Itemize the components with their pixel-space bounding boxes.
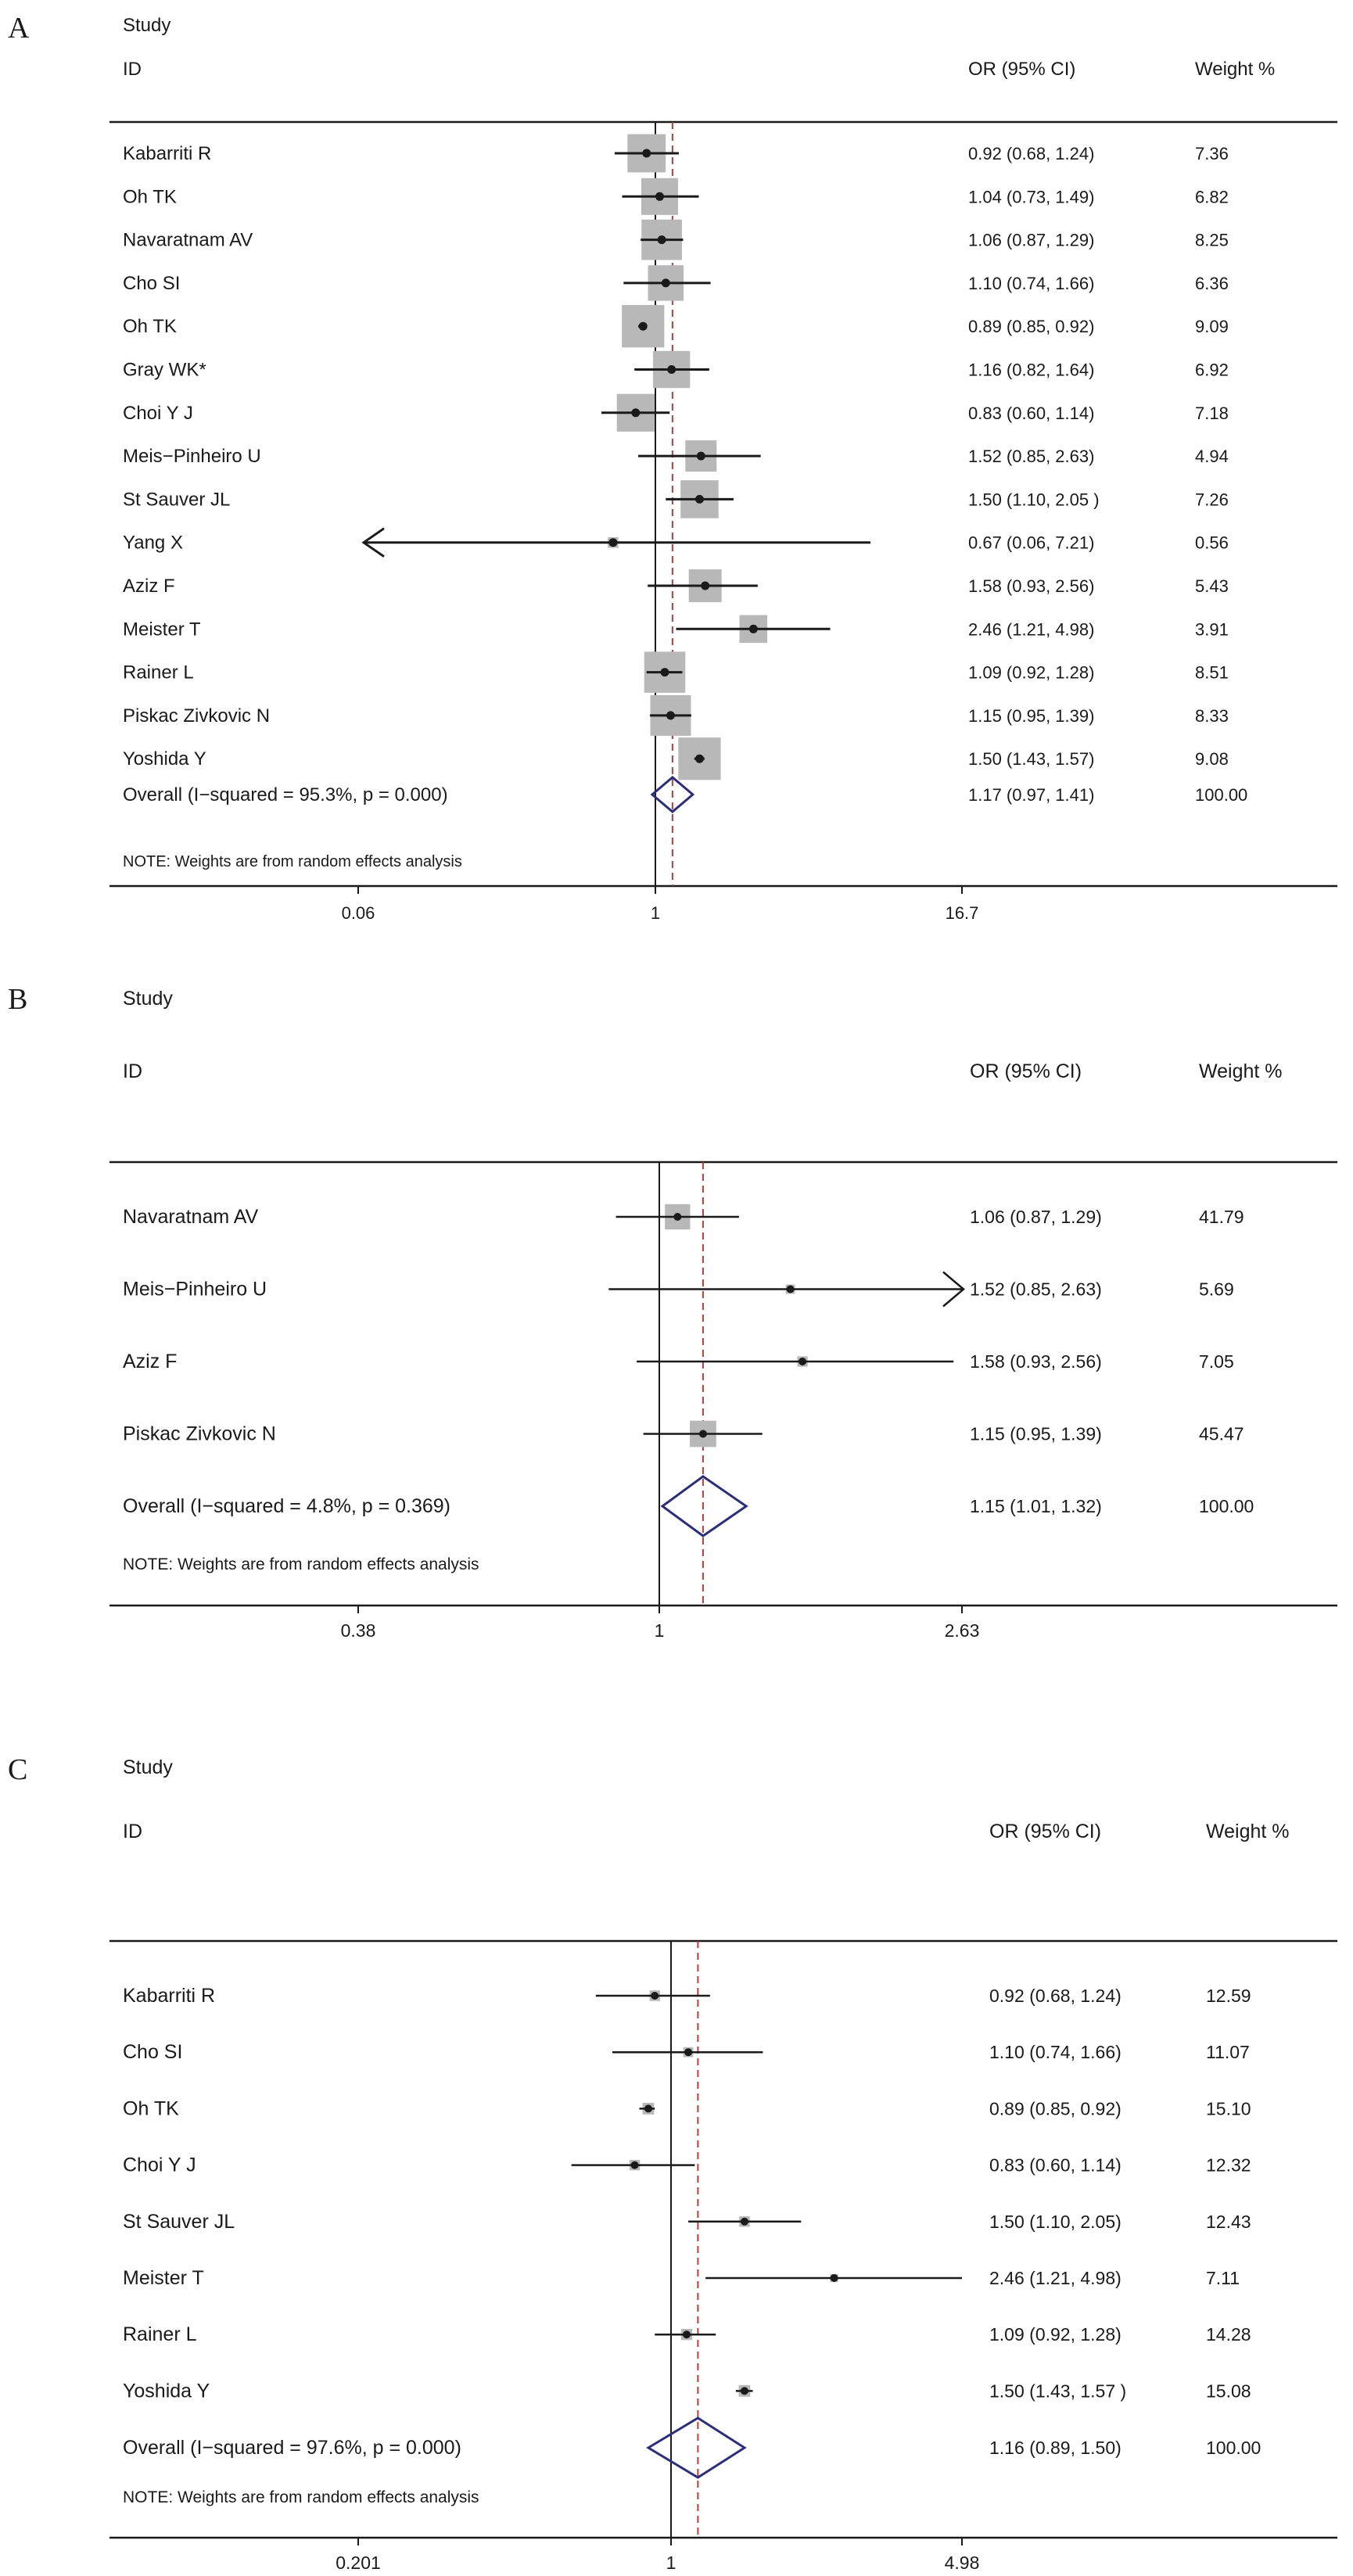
study-weight: 7.26 xyxy=(1195,490,1229,510)
weights-note: NOTE: Weights are from random effects analysis xyxy=(123,2488,479,2506)
study-or-ci: 2.46 (1.21, 4.98) xyxy=(968,619,1095,640)
study-weight: 6.82 xyxy=(1195,187,1229,207)
study-weight: 7.18 xyxy=(1195,403,1229,423)
study-id: Cho SI xyxy=(123,2041,183,2064)
panel-letter: C xyxy=(8,1753,28,1786)
axis-tick-label: 1 xyxy=(654,1620,665,1641)
point-estimate xyxy=(655,192,664,201)
header-weight: Weight % xyxy=(1195,59,1276,80)
study-id: Rainer L xyxy=(123,662,194,683)
point-estimate xyxy=(697,452,705,461)
overall-or-ci: 1.15 (1.01, 1.32) xyxy=(970,1496,1102,1516)
overall-or-ci: 1.17 (0.97, 1.41) xyxy=(968,785,1095,805)
panel-letter: B xyxy=(8,983,28,1016)
study-or-ci: 1.58 (0.93, 2.56) xyxy=(970,1351,1102,1372)
point-estimate xyxy=(683,2330,691,2338)
study-or-ci: 1.50 (1.43, 1.57 ) xyxy=(989,2380,1127,2402)
header-id: ID xyxy=(123,1060,142,1082)
study-id: Aziz F xyxy=(123,1351,178,1372)
study-weight: 15.10 xyxy=(1206,2098,1251,2119)
study-or-ci: 0.92 (0.68, 1.24) xyxy=(989,1986,1122,2006)
study-id: Kabarriti R xyxy=(123,143,212,164)
study-id: Cho SI xyxy=(123,272,181,294)
study-or-ci: 1.52 (0.85, 2.63) xyxy=(970,1279,1102,1300)
study-or-ci: 1.09 (0.92, 1.28) xyxy=(968,662,1095,683)
study-id: Meis−Pinheiro U xyxy=(123,1278,267,1301)
point-estimate xyxy=(699,1430,707,1438)
overall-diamond xyxy=(662,1476,746,1536)
overall-weight: 100.00 xyxy=(1206,2438,1261,2458)
header-weight: Weight % xyxy=(1199,1060,1283,1082)
study-weight: 14.28 xyxy=(1206,2324,1251,2345)
header-id: ID xyxy=(123,1821,142,1842)
header-or-ci: OR (95% CI) xyxy=(968,59,1076,80)
point-estimate xyxy=(644,2104,652,2112)
study-or-ci: 1.10 (0.74, 1.66) xyxy=(968,273,1095,293)
point-estimate xyxy=(749,625,758,633)
axis-tick-label: 0.201 xyxy=(336,2553,381,2573)
study-weight: 7.05 xyxy=(1199,1351,1234,1372)
study-or-ci: 1.58 (0.93, 2.56) xyxy=(968,576,1095,596)
forest-panel-b xyxy=(109,1162,1337,1613)
study-or-ci: 1.09 (0.92, 1.28) xyxy=(989,2324,1122,2345)
study-id: Piskac Zivkovic N xyxy=(123,1423,276,1445)
study-weight: 8.33 xyxy=(1195,705,1229,726)
overall-diamond xyxy=(648,2418,745,2477)
point-estimate xyxy=(642,149,651,158)
overall-or-ci: 1.16 (0.89, 1.50) xyxy=(989,2438,1122,2458)
study-weight: 9.09 xyxy=(1195,317,1229,337)
study-or-ci: 1.50 (1.10, 2.05 ) xyxy=(968,490,1100,510)
study-weight: 6.92 xyxy=(1195,360,1229,380)
study-id: Gray WK* xyxy=(123,359,206,381)
header-study: Study xyxy=(123,15,171,36)
point-estimate xyxy=(799,1358,806,1365)
study-or-ci: 0.89 (0.85, 0.92) xyxy=(968,317,1095,337)
study-or-ci: 0.89 (0.85, 0.92) xyxy=(989,2098,1122,2119)
study-id: Navaratnam AV xyxy=(123,1206,259,1228)
point-estimate xyxy=(695,755,704,763)
study-weight: 4.94 xyxy=(1195,447,1229,467)
header-or-ci: OR (95% CI) xyxy=(989,1821,1102,1842)
point-estimate xyxy=(701,582,709,590)
study-id: St Sauver JL xyxy=(123,489,231,511)
overall-weight: 100.00 xyxy=(1195,785,1248,805)
axis-tick-label: 1 xyxy=(650,903,661,923)
study-weight: 5.69 xyxy=(1199,1279,1234,1300)
point-estimate xyxy=(666,711,675,719)
overall-label: Overall (I−squared = 95.3%, p = 0.000) xyxy=(123,784,448,805)
overall-label: Overall (I−squared = 4.8%, p = 0.369) xyxy=(123,1495,450,1517)
study-id: Oh TK xyxy=(123,316,177,338)
study-or-ci: 0.83 (0.60, 1.14) xyxy=(989,2154,1122,2176)
point-estimate xyxy=(662,278,670,287)
point-estimate xyxy=(631,2162,639,2169)
axis-tick-label: 0.38 xyxy=(340,1620,376,1641)
point-estimate xyxy=(651,1992,659,2000)
point-estimate xyxy=(695,495,704,504)
study-id: Meister T xyxy=(123,2267,204,2289)
axis-tick-label: 16.7 xyxy=(945,903,979,923)
point-estimate xyxy=(684,2048,692,2056)
study-weight: 6.36 xyxy=(1195,273,1229,293)
study-or-ci: 1.10 (0.74, 1.66) xyxy=(989,2042,1122,2063)
study-weight: 41.79 xyxy=(1199,1207,1244,1227)
forest-panel-a xyxy=(109,122,1337,894)
header-or-ci: OR (95% CI) xyxy=(970,1060,1082,1082)
study-weight: 5.43 xyxy=(1195,576,1229,596)
study-or-ci: 1.15 (0.95, 1.39) xyxy=(968,705,1095,726)
study-id: Meister T xyxy=(123,619,201,640)
study-weight: 12.32 xyxy=(1206,2154,1251,2176)
study-weight: 7.36 xyxy=(1195,144,1229,163)
study-or-ci: 0.83 (0.60, 1.14) xyxy=(968,403,1095,423)
study-or-ci: 1.15 (0.95, 1.39) xyxy=(970,1423,1102,1444)
study-weight: 8.25 xyxy=(1195,230,1229,250)
study-or-ci: 1.06 (0.87, 1.29) xyxy=(970,1207,1102,1227)
study-or-ci: 1.50 (1.43, 1.57) xyxy=(968,749,1095,770)
point-estimate xyxy=(658,235,666,244)
point-estimate xyxy=(741,2218,748,2226)
study-weight: 7.11 xyxy=(1206,2268,1240,2288)
study-id: Rainer L xyxy=(123,2323,197,2346)
study-weight: 9.08 xyxy=(1195,749,1229,770)
study-or-ci: 1.04 (0.73, 1.49) xyxy=(968,187,1095,207)
overall-label: Overall (I−squared = 97.6%, p = 0.000) xyxy=(123,2437,461,2459)
study-weight: 12.43 xyxy=(1206,2211,1251,2232)
point-estimate xyxy=(673,1213,681,1221)
study-or-ci: 1.16 (0.82, 1.64) xyxy=(968,360,1095,380)
point-estimate xyxy=(639,322,648,331)
header-id: ID xyxy=(123,59,142,80)
header-study: Study xyxy=(123,988,173,1010)
header-study: Study xyxy=(123,1756,173,1778)
study-weight: 45.47 xyxy=(1199,1423,1244,1444)
study-or-ci: 2.46 (1.21, 4.98) xyxy=(989,2268,1122,2288)
overall-weight: 100.00 xyxy=(1199,1496,1254,1516)
point-estimate xyxy=(660,668,669,676)
study-weight: 0.56 xyxy=(1195,533,1229,553)
study-id: Aziz F xyxy=(123,576,175,597)
study-id: Navaratnam AV xyxy=(123,229,253,251)
study-id: Kabarriti R xyxy=(123,1985,216,2007)
point-estimate xyxy=(741,2387,748,2395)
study-id: Oh TK xyxy=(123,2097,179,2120)
weights-note: NOTE: Weights are from random effects analysis xyxy=(123,1555,479,1573)
study-weight: 11.07 xyxy=(1206,2042,1250,2063)
study-weight: 12.59 xyxy=(1206,1986,1251,2006)
study-or-ci: 1.52 (0.85, 2.63) xyxy=(968,447,1095,467)
point-estimate xyxy=(667,365,676,374)
point-estimate xyxy=(831,2274,838,2282)
axis-tick-label: 1 xyxy=(666,2553,676,2573)
panel-letter: A xyxy=(8,12,30,45)
header-weight: Weight % xyxy=(1206,1821,1290,1842)
study-id: St Sauver JL xyxy=(123,2210,235,2233)
study-or-ci: 1.50 (1.10, 2.05) xyxy=(989,2211,1122,2232)
study-or-ci: 1.06 (0.87, 1.29) xyxy=(968,230,1095,250)
study-id: Choi Y J xyxy=(123,402,193,424)
study-id: Choi Y J xyxy=(123,2154,196,2176)
study-id: Yang X xyxy=(123,532,183,554)
point-estimate xyxy=(608,538,617,547)
axis-tick-label: 0.06 xyxy=(341,903,375,923)
study-weight: 8.51 xyxy=(1195,662,1229,683)
study-id: Yoshida Y xyxy=(123,748,206,770)
study-id: Oh TK xyxy=(123,186,177,208)
study-weight: 3.91 xyxy=(1195,619,1229,640)
axis-tick-label: 2.63 xyxy=(944,1620,980,1641)
point-estimate xyxy=(787,1286,795,1293)
study-id: Meis−Pinheiro U xyxy=(123,446,261,468)
study-id: Yoshida Y xyxy=(123,2380,210,2402)
study-or-ci: 0.67 (0.06, 7.21) xyxy=(968,533,1095,553)
study-id: Piskac Zivkovic N xyxy=(123,705,271,727)
weights-note: NOTE: Weights are from random effects analysis xyxy=(123,853,462,870)
axis-tick-label: 4.98 xyxy=(944,2553,980,2573)
point-estimate xyxy=(631,408,640,417)
study-weight: 15.08 xyxy=(1206,2380,1251,2402)
study-or-ci: 0.92 (0.68, 1.24) xyxy=(968,144,1095,163)
